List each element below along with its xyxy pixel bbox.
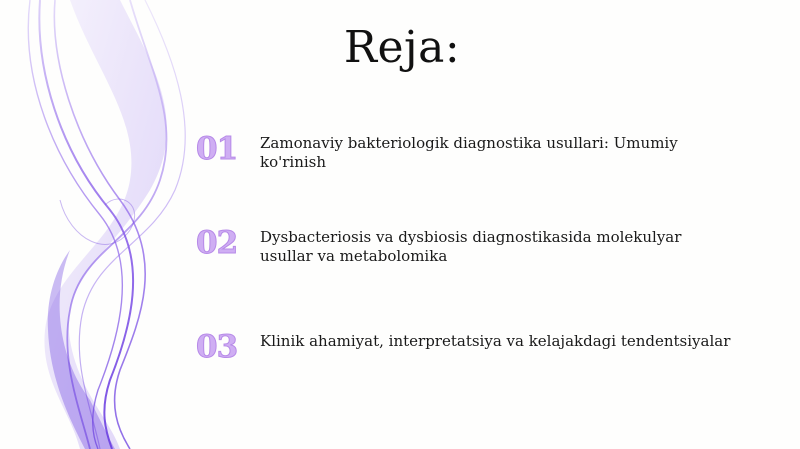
agenda-item-1 bbox=[196, 132, 736, 172]
agenda-number-2: 02 bbox=[196, 225, 238, 261]
agenda-text-2: Dysbacteriosis va dysbiosis diagnostikasida molekulyar usullar va metabolomika bbox=[260, 228, 682, 265]
agenda-number-3: 03 bbox=[196, 329, 238, 365]
slide-title: Reja: bbox=[343, 22, 461, 73]
agenda-item-3 bbox=[196, 330, 736, 364]
agenda-item-2 bbox=[196, 226, 736, 266]
agenda-text-1: Zamonaviy bakteriologik diagnostika usullari: Umumiy ko'rinish bbox=[260, 134, 678, 171]
agenda-number-1: 01 bbox=[196, 131, 238, 167]
agenda-text-3: Klinik ahamiyat, interpretatsiya va kelajakdagi tendentsiyalar bbox=[260, 332, 731, 350]
